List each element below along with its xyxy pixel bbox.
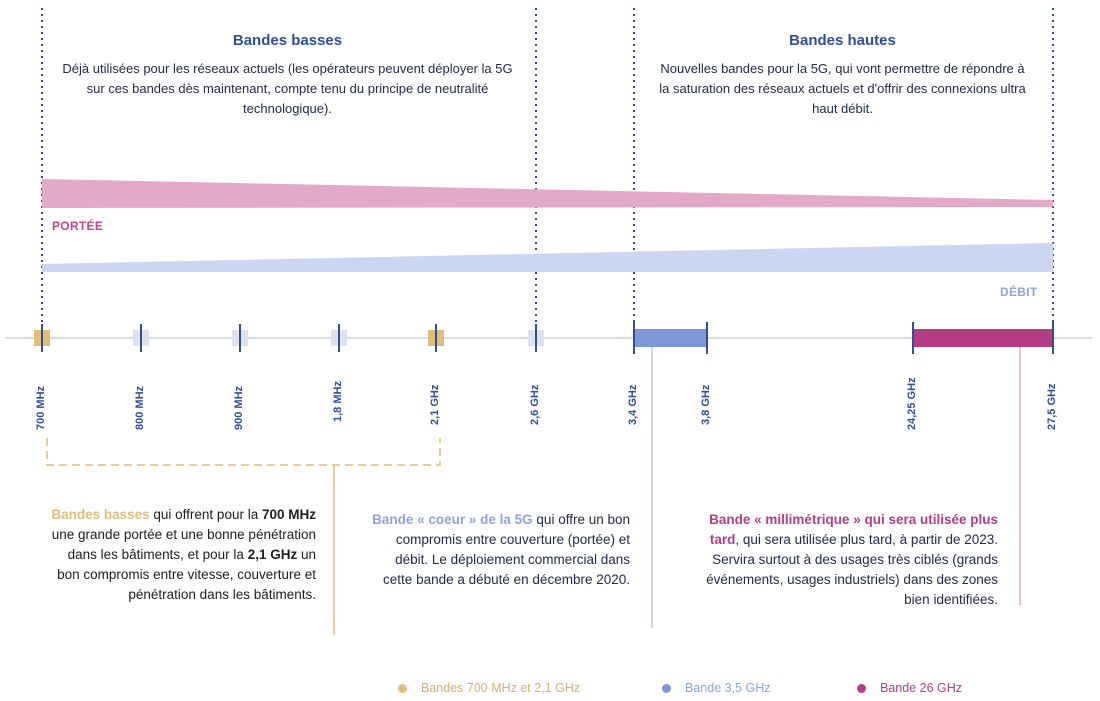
- high-bands-header: [655, 32, 1030, 119]
- core-band-note: [372, 510, 630, 590]
- mmwave-band-note-lead: Bande « millimétrique » qui sera utilisée plus tard: [709, 512, 998, 547]
- tick-label-2-1ghz: 2,1 GHz: [429, 384, 441, 425]
- tick-label-800mhz: 800 MHz: [134, 385, 146, 430]
- core-band-bar: [634, 329, 707, 347]
- legend-item-mmwave: [857, 681, 962, 695]
- high-bands-title: Bandes hautes: [789, 32, 896, 49]
- throughput-wedge: [42, 243, 1053, 272]
- legend-item-low: [398, 681, 580, 695]
- low-bands-note-lead: Bandes basses: [51, 507, 150, 522]
- legend-low-dot-icon: [398, 684, 407, 693]
- low-bands-note-2-1ghz: 2,1 GHz: [247, 547, 298, 562]
- mmwave-band-bar: [913, 329, 1053, 347]
- core-band-note-text: qui offre un bon compromis entre couverture (portée) et débit. Le déploiement commercial dans cette bande a débuté en décembre 2020.: [383, 512, 630, 587]
- mmwave-band-note: [688, 510, 998, 610]
- core-band-note-lead: Bande « coeur » de la 5G: [372, 512, 533, 527]
- tick-label-24-25ghz: 24,25 GHz: [906, 377, 918, 430]
- throughput-label: DÉBIT: [1000, 285, 1038, 299]
- tick-label-27-5ghz: 27,5 GHz: [1046, 383, 1058, 430]
- low-bands-title: Bandes basses: [232, 32, 343, 49]
- low-bands-note: [50, 505, 316, 605]
- low-bands-note-text-2: une grande portée et une bonne pénétration dans les bâtiments, et pour la: [51, 527, 316, 562]
- legend-core-label: Bande 3,5 GHz: [685, 681, 771, 695]
- low-bands-note-text-1: qui offrent pour la: [149, 507, 262, 522]
- low-bands-note-700mhz: 700 MHz: [261, 507, 316, 522]
- range-label: PORTÉE: [52, 219, 104, 233]
- tick-label-3-4ghz: 3,4 GHz: [627, 384, 639, 425]
- range-wedge: [42, 179, 1053, 208]
- low-bands-note-text-3: un bon compromis entre vitesse, couverture et pénétration dans les bâtiments.: [57, 547, 316, 602]
- low-bands-description: Déjà utilisées pour les réseaux actuels (les opérateurs peuvent déployer la 5G sur ces bandes dès maintenant, compte tenu du principe de neutralité technologique).: [62, 61, 513, 116]
- legend-core-dot-icon: [662, 684, 671, 693]
- tick-label-700mhz: 700 MHz: [35, 385, 47, 430]
- legend-mmwave-label: Bande 26 GHz: [880, 681, 962, 695]
- tick-label-900mhz: 900 MHz: [233, 385, 245, 430]
- legend-low-label: Bandes 700 MHz et 2,1 GHz: [421, 681, 581, 695]
- legend-mmwave-dot-icon: [857, 684, 866, 693]
- legend-item-core: [662, 681, 770, 695]
- mmwave-band-note-text: , qui sera utilisée plus tard, à partir de 2023. Servira surtout à des usages très ciblés (grands événements, usages industriels) dans des zones bien identifiées.: [706, 532, 998, 607]
- tick-label-1-8mhz: 1,8 MHz: [332, 381, 344, 422]
- low-bands-bracket: [47, 438, 440, 465]
- high-bands-description: Nouvelles bandes pour la 5G, qui vont permettre de répondre à la saturation des réseaux actuels et d'offrir des connexions ultra haut débit.: [659, 61, 1026, 116]
- low-bands-header: [60, 32, 515, 119]
- tick-label-2-6ghz: 2,6 GHz: [529, 384, 541, 425]
- tick-label-3-8ghz: 3,8 GHz: [700, 384, 712, 425]
